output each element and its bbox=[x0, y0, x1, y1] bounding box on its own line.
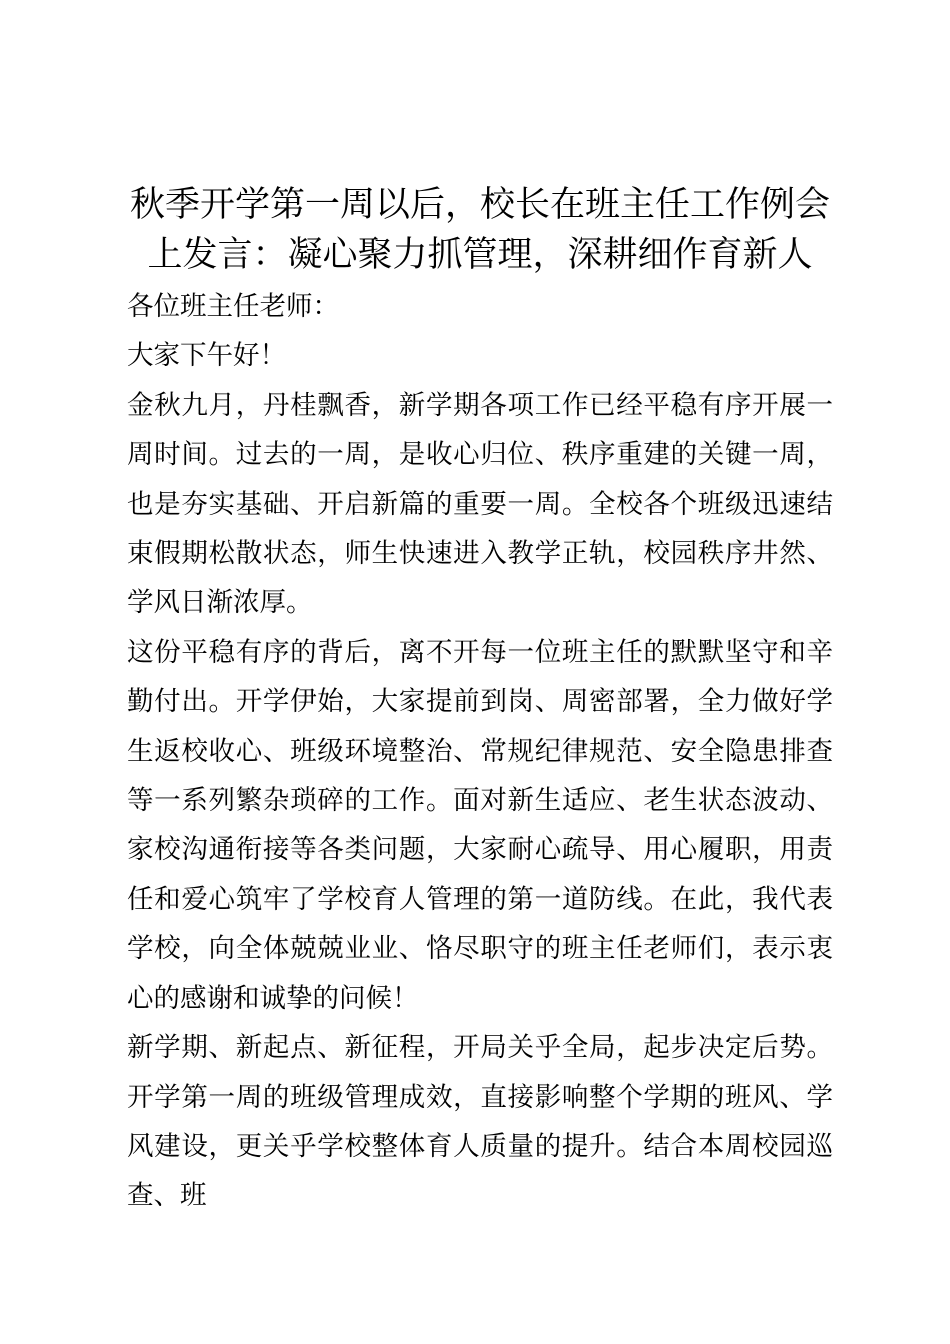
title-line-1: 秋季开学第一周以后，校长在班主任工作例会 bbox=[129, 185, 830, 225]
greeting: 大家下午好！ bbox=[127, 340, 286, 372]
paragraph-1: 金秋九月，丹桂飘香，新学期各项工作已经平稳有序开展一周时间。过去的一周，是收心归位、秩序重建的关键一周，也是夯实基础、开启新篇的重要一周。全校各个班级迅速结束假期松散状态，师生快速进入教学正轨，校园秩序井然、学风日渐浓厚。 bbox=[127, 389, 833, 619]
document-title bbox=[127, 180, 833, 280]
paragraph-2: 这份平稳有序的背后，离不开每一位班主任的默默坚守和辛勤付出。开学伊始，大家提前到岗、周密部署，全力做好学生返校收心、班级环境整治、常规纪律规范、安全隐患排查等一系列繁杂琐碎的工作。面对新生适应、老生状态波动、家校沟通衔接等各类问题，大家耐心疏导、用心履职，用责任和爱心筑牢了学校育人管理的第一道防线。在此，我代表学校，向全体兢兢业业、恪尽职守的班主任老师们，表示衷心的感谢和诚挚的问候！ bbox=[127, 636, 833, 1014]
title-line-2: 上发言：凝心聚力抓管理，深耕细作育新人 bbox=[147, 235, 813, 275]
salutation: 各位班主任老师： bbox=[127, 291, 339, 322]
paragraph-3: 新学期、新起点、新征程，开局关乎全局，起步决定后势。开学第一周的班级管理成效，直接影响整个学期的班风、学风建设，更关乎学校整体育人质量的提升。结合本周校园巡查、班 bbox=[127, 1032, 833, 1212]
document-body bbox=[127, 180, 833, 1221]
